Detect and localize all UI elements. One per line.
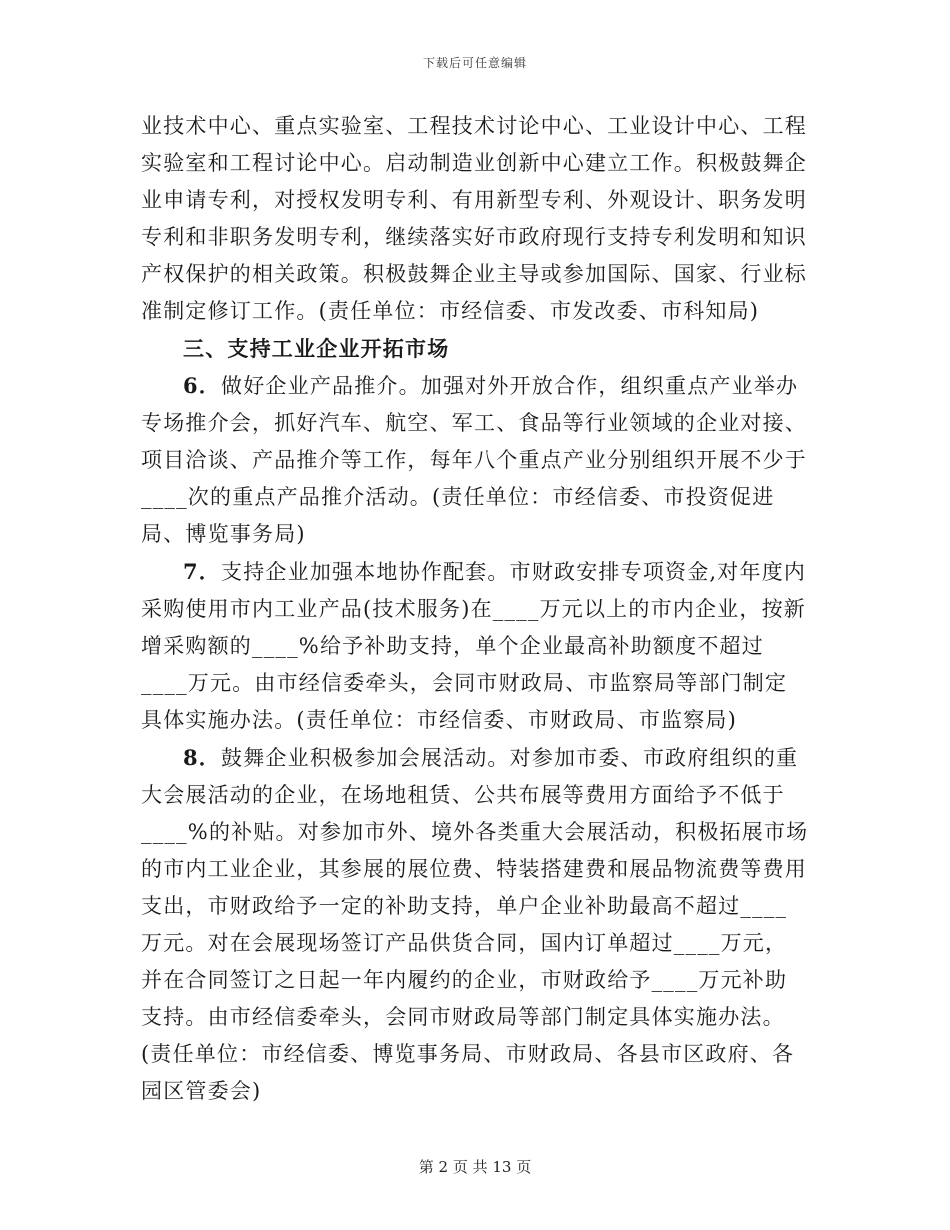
- item-6-number: 6．: [183, 373, 222, 398]
- item-8-text: 鼓舞企业积极参加会展活动。对参加市委、市政府组织的重大会展活动的企业，在场地租赁、公共布展等费用方面给予不低于____%的补贴。对参加市外、境外各类重大会展活动，积极拓展市场的市内工业企业，其参展的展位费、特装搭建费和展品物流费等费用支出，市财政给予一定的补助支持，单户企业补助最高不超过____万元。对在会展现场签订产品供货合同，国内订单超过____万元，并在合同签订之日起一年内履约的企业，市财政给予____万元补助支持。由市经信委牵头，会同市财政局等部门制定具体实施办法。(责任单位：市经信委、博览事务局、市财政局、各县市区政府、各园区管委会): [141, 746, 809, 1103]
- item-7-text: 支持企业加强本地协作配套。市财政安排专项资金,对年度内采购使用市内工业产品(技术服务)在____万元以上的市内企业，按新增采购额的____%给予补助支持，单个企业最高补助额度不超过____万元。由市经信委牵头，会同市财政局、市监察局等部门制定具体实施办法。(责任单位：市经信委、市财政局、市监察局): [141, 560, 807, 732]
- paragraph-continuation: 业技术中心、重点实验室、工程技术讨论中心、工业设计中心、工程实验室和工程讨论中心。启动制造业创新中心建立工作。积极鼓舞企业申请专利，对授权发明专利、有用新型专利、外观设计、职务发明专利和非职务发明专利，继续落实好市政府现行支持专利发明和知识产权保护的相关政策。积极鼓舞企业主导或参加国际、国家、行业标准制定修订工作。(责任单位：市经信委、市发改委、市科知局): [141, 114, 807, 323]
- page-header-note: 下载后可任意编辑: [422, 56, 527, 70]
- item-6: [141, 367, 809, 553]
- item-6-text: 做好企业产品推介。加强对外开放合作，组织重点产业举办专场推介会，抓好汽车、航空、军工、食品等行业领域的企业对接、项目洽谈、产品推介等工作，每年八个重点产业分别组织开展不少于____次的重点产品推介活动。(责任单位：市经信委、市投资促进局、博览事务局): [141, 374, 807, 546]
- section-heading-3: 三、支持工业企业开拓市场: [183, 336, 450, 361]
- item-8-number: 8．: [183, 745, 222, 770]
- page-number-footer: 第 2 页 共 13 页: [418, 1158, 532, 1176]
- item-7-number: 7．: [183, 559, 222, 584]
- item-7: [141, 553, 809, 739]
- item-8: [141, 739, 809, 1110]
- document-body: [141, 108, 809, 1110]
